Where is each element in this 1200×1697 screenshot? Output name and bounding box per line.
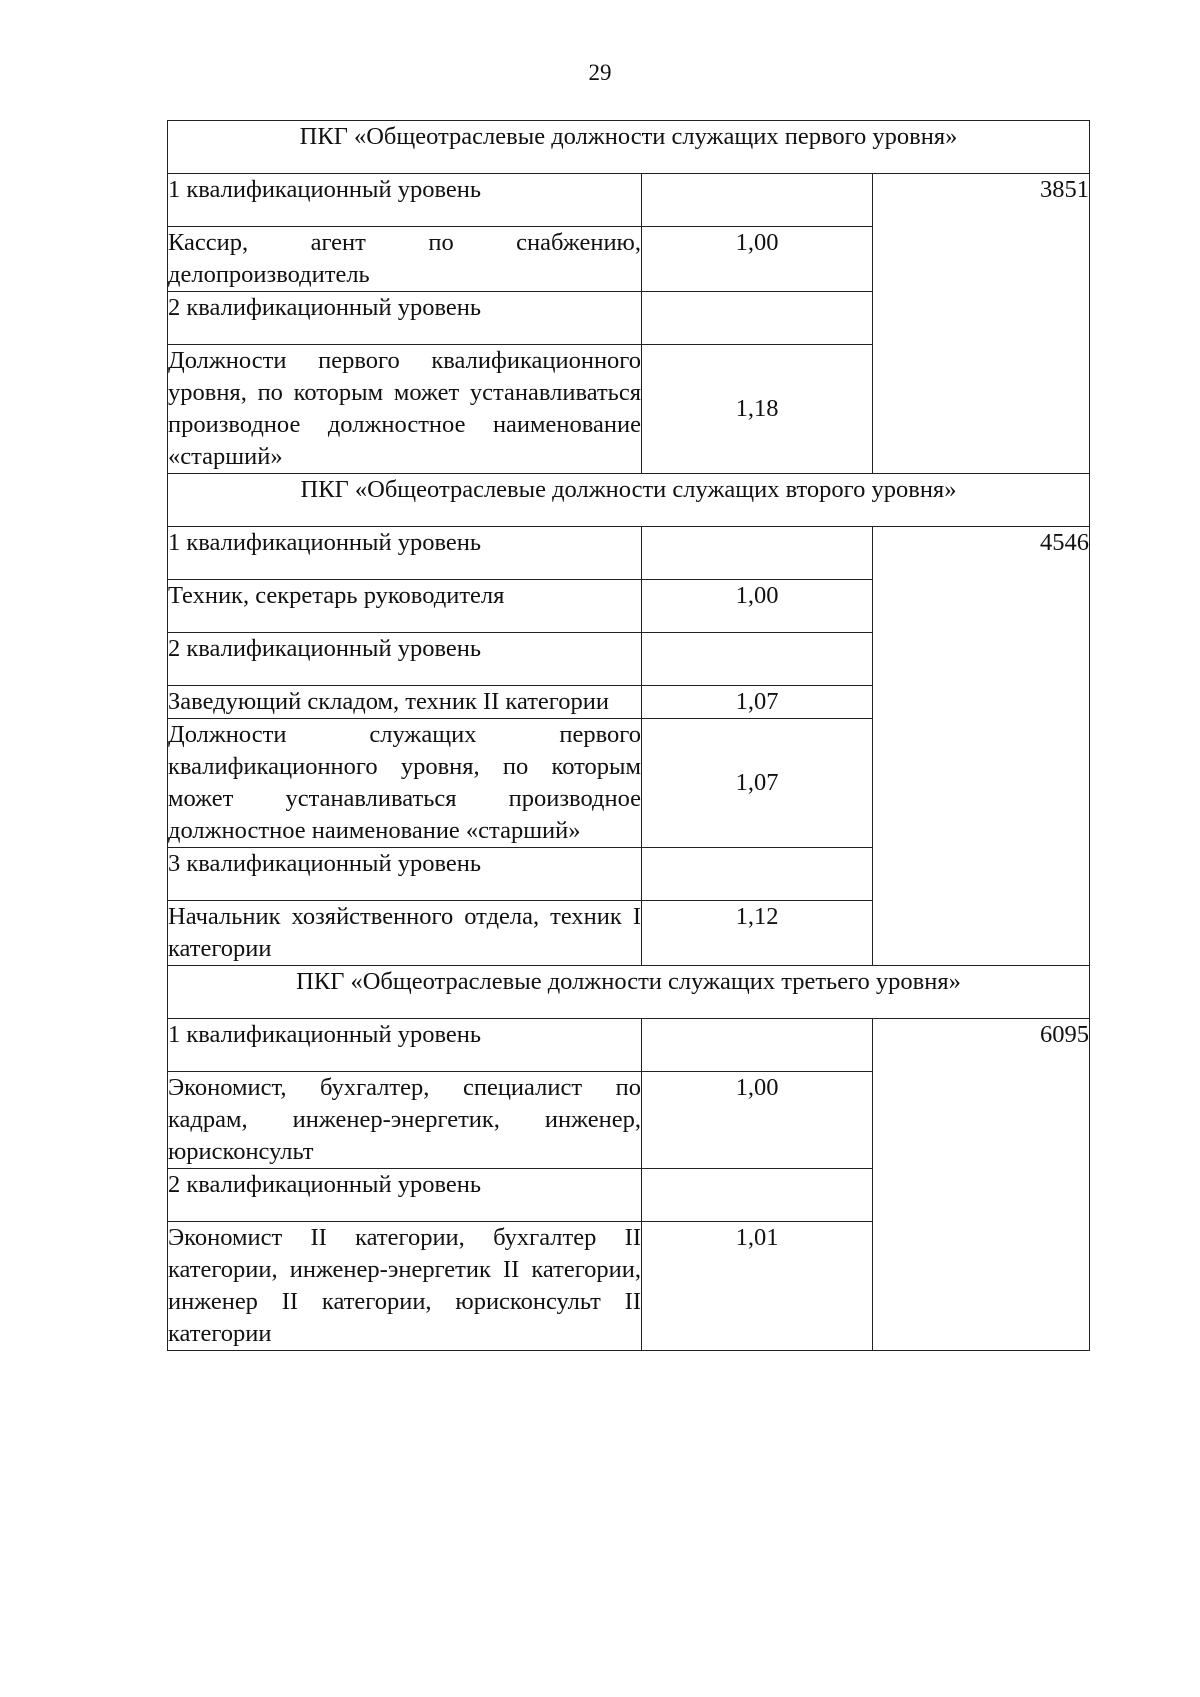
- position-list: Начальник хозяйственного отдела, техник I категории: [168, 901, 642, 966]
- base-salary: 3851: [873, 174, 1090, 474]
- group-title: ПКГ «Общеотраслевые должности служащих первого уровня»: [168, 121, 1090, 174]
- coefficient-cell: [642, 848, 873, 901]
- group-header-row: [168, 966, 1090, 1019]
- coefficient-cell: 1,00: [642, 580, 873, 633]
- position-list: Должности первого квалификационного уровня, по которым может устанавливаться производное должностное наименование «старший»: [168, 345, 642, 474]
- table-row: [168, 527, 1090, 580]
- coefficient-cell: 1,07: [642, 719, 873, 848]
- table-row: [168, 174, 1090, 227]
- base-salary: 6095: [873, 1019, 1090, 1351]
- position-list: Кассир, агент по снабжению, делопроизводитель: [168, 227, 642, 292]
- level-label: 2 квалификационный уровень: [168, 1169, 642, 1222]
- base-salary: 4546: [873, 527, 1090, 966]
- page-number: 29: [588, 60, 612, 85]
- level-label: 3 квалификационный уровень: [168, 848, 642, 901]
- coefficient-cell: [642, 292, 873, 345]
- position-list: Техник, секретарь руководителя: [168, 580, 642, 633]
- coefficient-cell: [642, 1169, 873, 1222]
- coefficient-cell: [642, 1019, 873, 1072]
- coefficient-cell: [642, 527, 873, 580]
- coefficient-cell: 1,07: [642, 686, 873, 719]
- position-list: Экономист II категории, бухгалтер II категории, инженер-энергетик II категории, инженер II категории, юрисконсульт II категории: [168, 1222, 642, 1351]
- group-header-row: [168, 474, 1090, 527]
- table-row: [168, 1019, 1090, 1072]
- group-title: ПКГ «Общеотраслевые должности служащих второго уровня»: [168, 474, 1090, 527]
- position-list: Экономист, бухгалтер, специалист по кадрам, инженер-энергетик, инженер, юрисконсульт: [168, 1072, 642, 1169]
- level-label: 1 квалификационный уровень: [168, 527, 642, 580]
- position-list: Должности служащих первого квалификационного уровня, по которым может устанавливаться производное должностное наименование «старший»: [168, 719, 642, 848]
- coefficient-cell: 1,00: [642, 1072, 873, 1169]
- salary-table: [167, 120, 1090, 1351]
- coefficient-cell: 1,00: [642, 227, 873, 292]
- coefficient-cell: 1,12: [642, 901, 873, 966]
- position-list: Заведующий складом, техник II категории: [168, 686, 642, 719]
- group-header-row: [168, 121, 1090, 174]
- level-label: 2 квалификационный уровень: [168, 633, 642, 686]
- group-title: ПКГ «Общеотраслевые должности служащих третьего уровня»: [168, 966, 1090, 1019]
- coefficient-cell: [642, 174, 873, 227]
- coefficient-cell: 1,18: [642, 345, 873, 474]
- level-label: 2 квалификационный уровень: [168, 292, 642, 345]
- level-label: 1 квалификационный уровень: [168, 1019, 642, 1072]
- coefficient-cell: [642, 633, 873, 686]
- level-label: 1 квалификационный уровень: [168, 174, 642, 227]
- coefficient-cell: 1,01: [642, 1222, 873, 1351]
